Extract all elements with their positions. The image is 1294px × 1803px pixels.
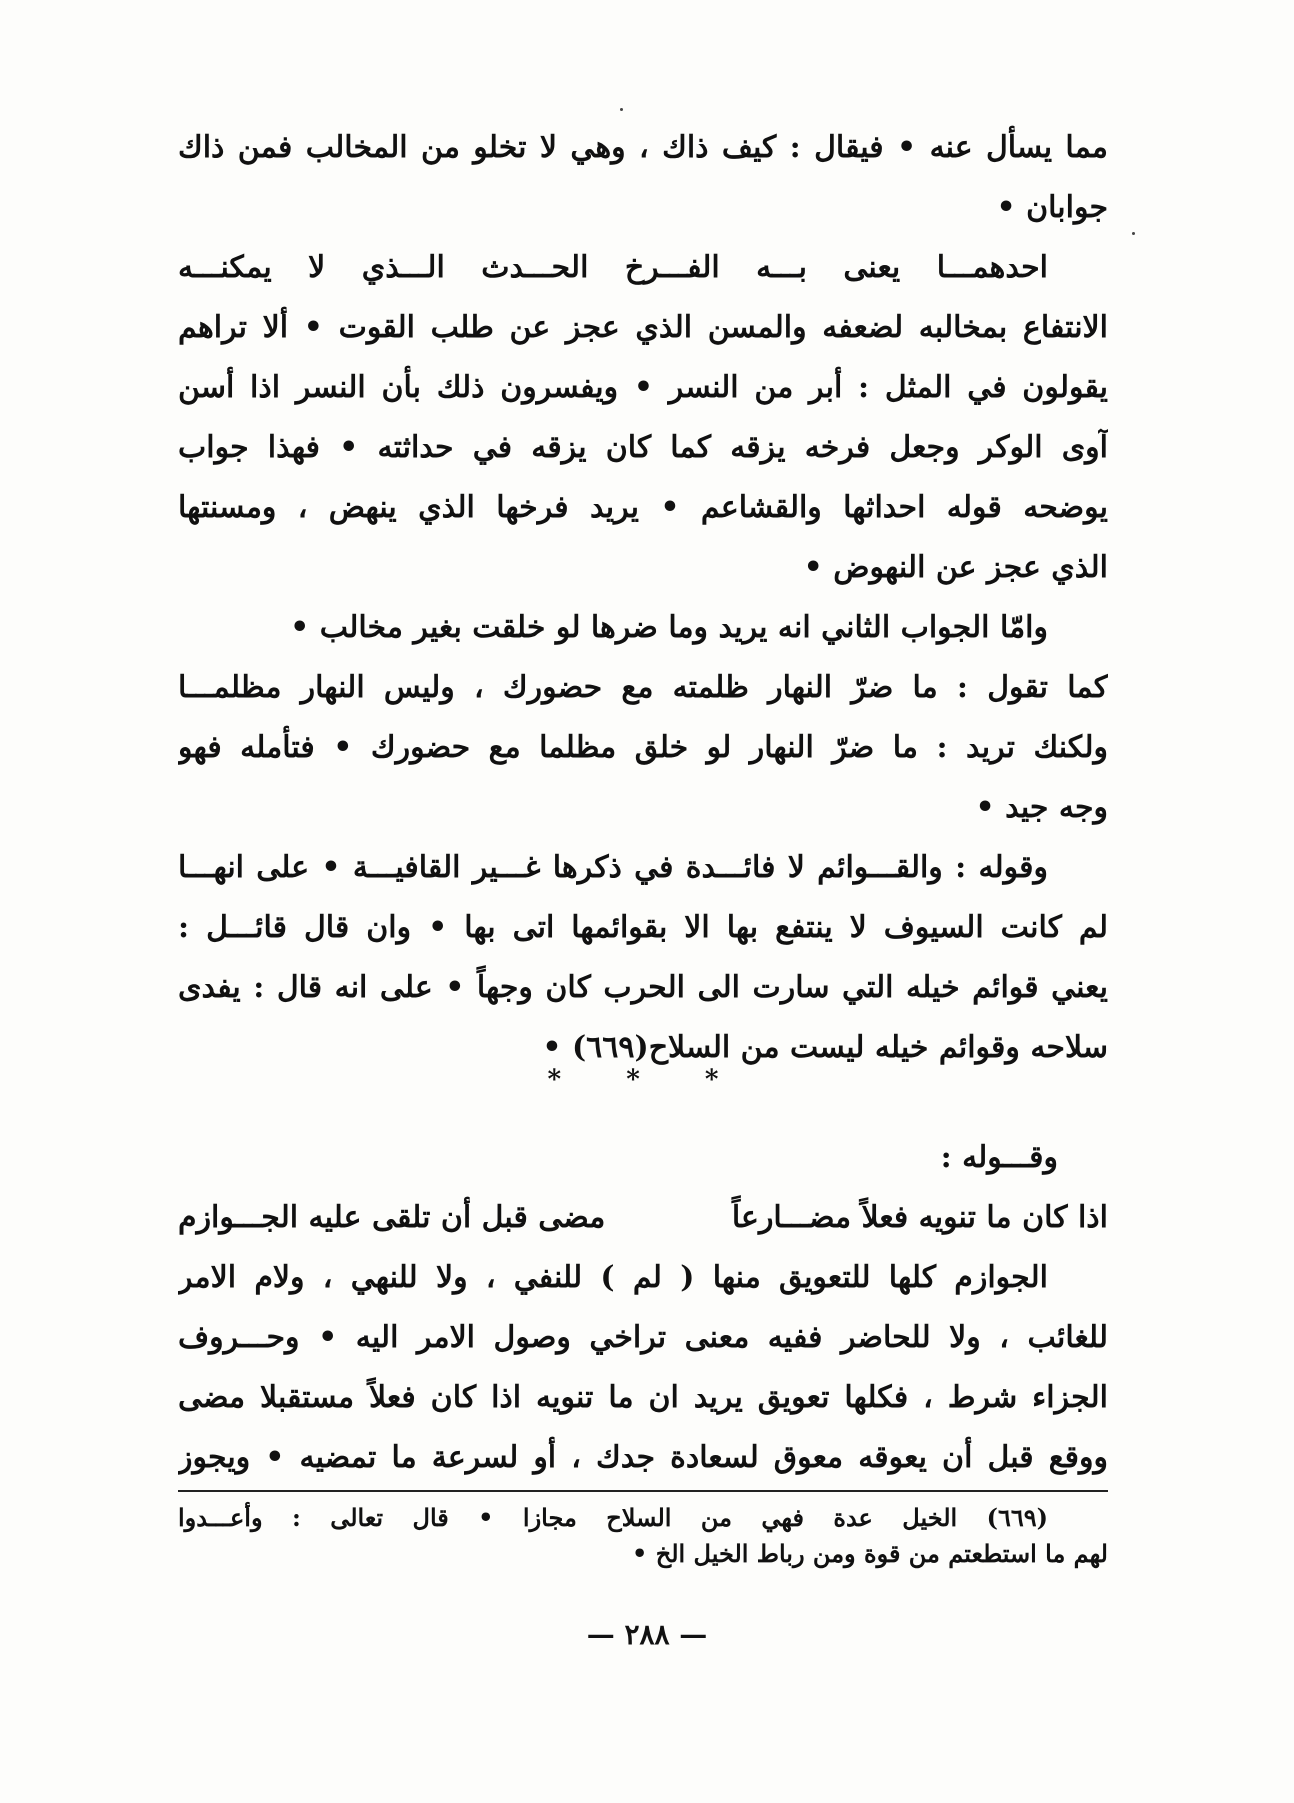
text-line: احدهمـــا يعنى بـــه الفـــرخ الحـــدث الـــذي لا يمكنـــه [178, 250, 1048, 285]
text-line: جوابان • [996, 190, 1108, 225]
footnote-block [178, 1500, 1108, 1572]
text-line: ووقع قبل أن يعوقه معوق لسعادة جدك ، أو لسرعة ما تمضيه • ويجوز [178, 1440, 1108, 1475]
footnote-separator-rule [178, 1490, 1108, 1492]
text-line: وقوله : والقـــوائم لا فائـــدة في ذكرها غـــير القافيـــة • على انهـــا [178, 850, 1048, 885]
footnote-line: (٦٦٩) الخيل عدة فهي من السلاح مجازا • قال تعالى : وأعـــدوا [178, 1503, 1048, 1532]
text-line: وامّا الجواب الثاني انه يريد وما ضرها لو خلقت بغير مخالب • [290, 610, 1048, 645]
text-line: للغائب ، ولا للحاضر ففيه معنى تراخي وصول الامر اليه • وحـــروف [178, 1320, 1108, 1355]
text-line: يوضحه قوله احداثها والقشاعم • يريد فرخها الذي ينهض ، ومسنتها [178, 490, 1108, 525]
scan-speck [620, 108, 623, 111]
text-line: يعني قوائم خيله التي سارت الى الحرب كان وجهاً • على انه قال : يفدى [178, 970, 1108, 1005]
text-line: آوى الوكر وجعل فرخه يزقه كما كان يزقه في حداثته • فهذا جواب [178, 430, 1108, 465]
text-line: الجوازم كلها للتعويق منها ( لم ) للنفي ، ولا للنهي ، ولام الامر [178, 1260, 1048, 1295]
scan-speck [1132, 232, 1135, 235]
text-line: الذي عجز عن النهوض • [803, 550, 1108, 585]
main-text-block [178, 118, 1108, 1078]
poem-intro-label: وقـــوله : [940, 1140, 1058, 1175]
text-line: مما يسأل عنه • فيقال : كيف ذاك ، وهي لا تخلو من المخالب فمن ذاك [178, 130, 1108, 165]
page-number: — ٢٨٨ — [586, 1618, 708, 1651]
section-separator-stars: * * * [547, 1065, 747, 1095]
commentary-text-block [178, 1248, 1108, 1488]
text-line: ولكنك تريد : ما ضرّ النهار لو خلق مظلما مع حضورك • فتأمله فهو [178, 730, 1108, 765]
text-line: الجزاء شرط ، فكلها تعويق يريد ان ما تنويه اذا كان فعلاً مستقبلا مضى [178, 1380, 1108, 1415]
text-line: سلاحه وقوائم خيله ليست من السلاح(٦٦٩) • [542, 1030, 1108, 1065]
text-line: لم كانت السيوف لا ينتفع بها الا بقوائمها اتى بها • وان قال قائـــل : [178, 910, 1108, 945]
footnote-line: لهم ما استطعتم من قوة ومن رباط الخيل الخ • [632, 1539, 1108, 1568]
text-line: الانتفاع بمخالبه لضعفه والمسن الذي عجز عن طلب القوت • ألا تراهم [178, 310, 1108, 345]
text-line: وجه جيد • [975, 790, 1108, 825]
verse-second-hemistich: مضى قبل أن تلقى عليه الجـــوازم [178, 1200, 606, 1235]
poem-verse [178, 1188, 1108, 1248]
verse-first-hemistich: اذا كان ما تنويه فعلاً مضـــارعاً [731, 1200, 1108, 1235]
text-line: يقولون في المثل : أبر من النسر • ويفسرون ذلك بأن النسر اذا أسن [178, 370, 1108, 405]
text-line: كما تقول : ما ضرّ النهار ظلمته مع حضورك ، وليس النهار مظلمـــا [178, 670, 1108, 705]
